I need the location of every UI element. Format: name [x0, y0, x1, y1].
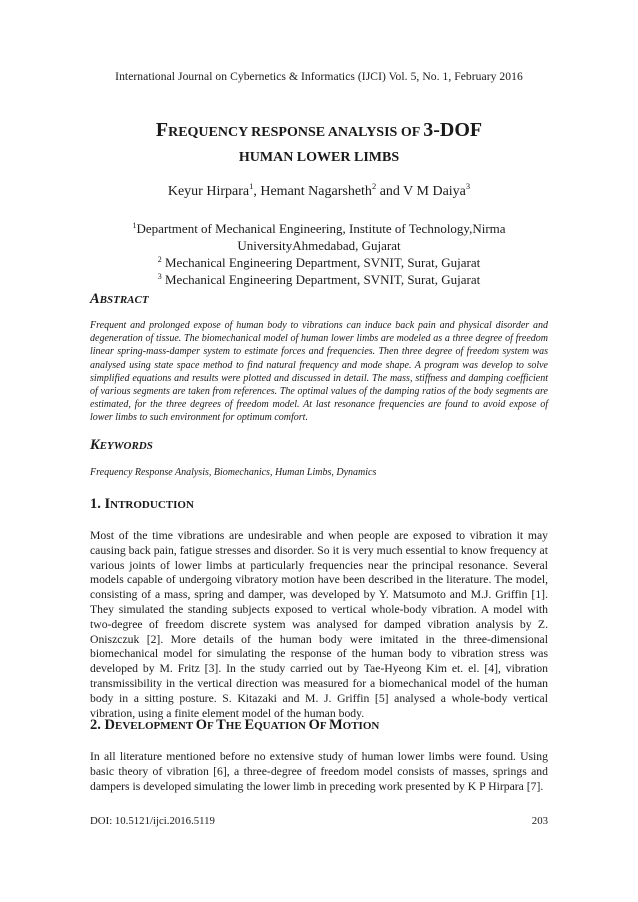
section-2-w1-rest: EVELOPMENT	[114, 720, 196, 732]
affiliation-2	[0, 254, 638, 271]
journal-header: International Journal on Cybernetics & Informatics (IJCI) Vol. 5, No. 1, February 2016	[115, 70, 523, 83]
keywords-heading-rest: EYWORDS	[99, 440, 153, 452]
section-2-w2-cap: O	[195, 717, 208, 733]
keywords-heading-cap: K	[90, 437, 100, 453]
paper-title	[0, 118, 638, 170]
section-1-number: 1.	[90, 496, 105, 512]
section-2-w4-rest: QUATION	[254, 720, 309, 732]
title-line-2: HUMAN LOWER LIMBS	[238, 150, 400, 165]
affiliation-1-line-1: Department of Mechanical Engineering, Institute of Technology,Nirma	[136, 221, 506, 236]
affiliation-3-text: Mechanical Engineering Department, SVNIT, Surat, Gujarat	[161, 272, 481, 287]
section-2-w3-rest: HE	[225, 720, 245, 732]
title-initial: F	[155, 119, 169, 141]
section-2-w1-cap: D	[104, 717, 115, 733]
section-2-w4-cap: E	[244, 717, 255, 733]
affiliation-1	[0, 220, 638, 237]
author-3: and V M Daiya	[376, 184, 466, 199]
affiliation-2-text: Mechanical Engineering Department, SVNIT, Surat, Gujarat	[161, 255, 481, 270]
section-2-number: 2.	[90, 717, 105, 733]
title-dof: 3-DOF	[423, 119, 483, 141]
section-1-heading-rest: NTRODUCTION	[110, 499, 194, 511]
abstract-body: Frequent and prolonged expose of human body to vibrations can induce back pain and physical disorder and degeneration of tissue. The biomechanical model of human lower limbs are modeled as a three degree of freedom linear spring-mass-damper system to estimate forces and frequencies. Then three degree of freedom system was analysed using state space method to find natural frequency and mode shape. A program was develop to solve simplified equations and results were plotted and discussed in detail. The mass, stiffness and damping coefficient of various segments are taken from references. The optimal values of the damping ratios of the body segments are estimated, for the three degrees of freedom model. At last resonance frequencies are found to avoid expose of lower limbs to such environment for optimum comfort.	[90, 320, 548, 424]
section-2-w5-cap: O	[308, 717, 320, 733]
authors	[0, 181, 638, 200]
abstract-heading	[90, 291, 149, 308]
section-2-w6-rest: OTION	[342, 720, 380, 732]
affiliation-1-sup: 1	[132, 221, 137, 230]
author-2-sup: 2	[371, 181, 377, 191]
affiliation-3-sup: 3	[157, 272, 162, 281]
footer-doi: DOI: 10.5121/ijci.2016.5119	[90, 815, 215, 827]
section-1-body: Most of the time vibrations are undesirable and when people are exposed to vibration it may causing back pain, fatigue stresses and disorder. So it is very much essential to know frequency at various joints of lower limbs at particularly frequencies near the principal resonance. Several models capable of undergoing vibratory motion have been described in the literature. The model, consisting of a mass, spring and damper, was developed by Y. Matsumoto and M.J. Griffin [1]. They simulated the standing subjects exposed to vertical whole-body vibration. A model with two-degree of freedom discrete system was analysed for damped vibration analysis by Z. Oniszczuk [2]. More details of the human body were imitated in the three-dimensional biomechanical model for simulating the response of the human body to vibration stress was developed by M. Fritz [3]. In the study carried out by Tae-Hyeong Kim et. el. [4], vibration transmissibility in the vertical direction was measured for a biomechanical model of the human body in a sitting posture. S. Kitazaki and M. J. Griffin [5] analysed a whole-body vertical vibration, using a finite element model of the human body.	[90, 529, 548, 720]
section-2-w3-cap: T	[216, 717, 226, 733]
section-2-w6-cap: M	[328, 717, 343, 733]
affiliation-3	[0, 271, 638, 288]
section-2-w5-rest: F	[319, 720, 329, 732]
title-line-1	[0, 118, 638, 145]
author-3-sup: 3	[465, 181, 471, 191]
section-1-heading-cap: I	[104, 496, 111, 512]
affiliation-2-sup: 2	[157, 255, 162, 264]
footer-page-number: 203	[531, 815, 548, 827]
abstract-heading-cap: A	[90, 291, 100, 307]
keywords-body: Frequency Response Analysis, Biomechanics, Human Limbs, Dynamics	[90, 467, 377, 478]
abstract-heading-rest: BSTRACT	[99, 294, 149, 306]
section-2-body: In all literature mentioned before no extensive study of human lower limbs were found. Using basic theory of vibration [6], a three-degree of freedom model consists of masses, springs and dampers is developed simulating the lower limb in preceding work presented by K P Hirpara [7].	[90, 750, 548, 793]
author-1-sup: 1	[249, 181, 254, 191]
section-2-heading	[90, 717, 379, 734]
author-2: , Hemant Nagarsheth	[253, 184, 372, 199]
section-1-heading	[90, 496, 194, 513]
affiliation-1-line-2: UniversityAhmedabad, Gujarat	[237, 238, 401, 253]
keywords-heading	[90, 437, 153, 454]
author-1: Keyur Hirpara	[167, 184, 250, 199]
title-line1-text: REQUENCY RESPONSE ANALYSIS OF	[168, 125, 424, 140]
affiliations	[0, 220, 638, 288]
section-2-w2-rest: F	[207, 720, 217, 732]
